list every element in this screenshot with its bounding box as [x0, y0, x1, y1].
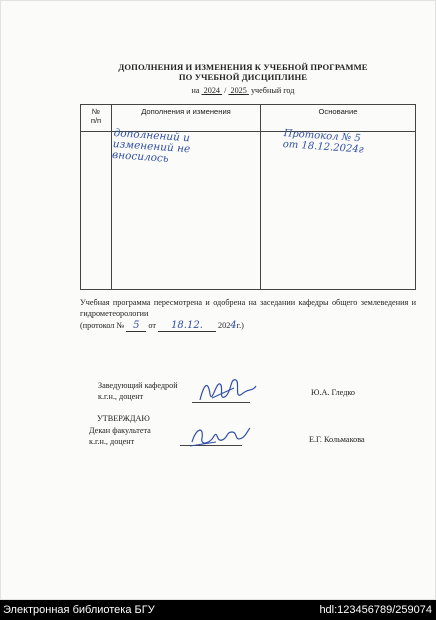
col-changes-header: Дополнения и изменения	[112, 105, 261, 132]
year-start: 2024	[203, 86, 221, 95]
dean-signature-image	[186, 420, 252, 452]
head-name: Ю.А. Гледко	[311, 388, 356, 397]
doc-title-line2: ПО УЧЕБНОЙ ДИСЦИПЛИНЕ	[178, 72, 308, 82]
footer-library-name: Электронная библиотека БГУ	[3, 604, 155, 616]
handwritten-basis-note: Протокол № 5 от 18.12.2024г	[282, 128, 365, 156]
cell-number	[81, 132, 112, 290]
library-footer	[0, 600, 436, 620]
doc-title-line1: ДОПОЛНЕНИЯ И ИЗМЕНЕНИЯ К УЧЕБНОЙ ПРОГРАММЕ	[118, 62, 368, 72]
protocol-line	[80, 320, 244, 332]
academic-year-line	[60, 86, 426, 95]
protocol-year: 2024	[218, 320, 237, 331]
protocol-number: 5	[126, 320, 146, 332]
head-signature-image	[194, 374, 260, 408]
head-title-line1: Заведующий кафедрой	[98, 381, 178, 390]
year-separator: /	[224, 86, 227, 95]
review-statement: Учебная программа пересмотрена и одобрена на заседании кафедры общего землеведения и гидрометеорологии	[80, 298, 416, 318]
protocol-prefix: (протокол №	[80, 321, 125, 330]
cell-basis	[261, 132, 416, 290]
approve-label: УТВЕРЖДАЮ	[97, 414, 150, 423]
footer-handle-link[interactable]: hdl:123456789/259074	[319, 604, 432, 616]
col-basis-header: Основание	[261, 105, 416, 132]
col-number-header: № п/п	[81, 105, 112, 132]
year-prefix: на	[191, 86, 200, 95]
dean-title-line2: к.г.н., доцент	[89, 437, 135, 446]
protocol-suffix: г.)	[236, 321, 244, 330]
dean-title-line1: Декан факультета	[89, 426, 151, 435]
protocol-date: 18.12.	[158, 320, 216, 332]
dean-name: Е.Г. Кольмакова	[309, 435, 365, 444]
year-end: 2025	[230, 86, 247, 95]
handwritten-changes-note: дополнений и изменений не вносилось	[111, 127, 191, 165]
head-title-line2: к.г.н., доцент	[98, 392, 144, 401]
year-suffix: учебный год	[250, 86, 295, 95]
protocol-from: от	[148, 321, 156, 330]
